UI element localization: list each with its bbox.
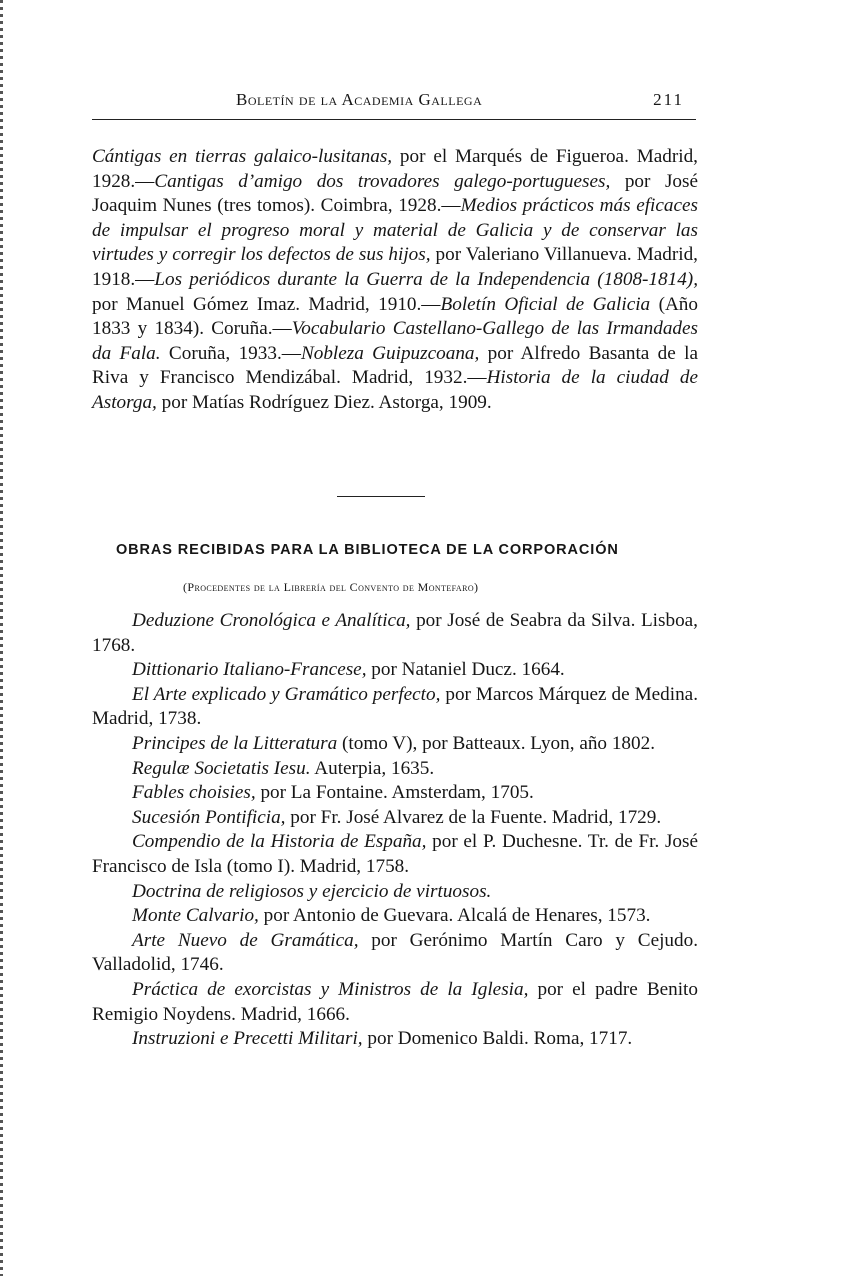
entry-title: Deduzione Cronológica e Analítica, [132,610,411,631]
entry-details: por Domenico Baldi. Roma, 1717. [362,1028,633,1050]
work-title: Vocabulario Castellano-Gallego de las Irmandades da Fala. [92,318,698,364]
section-subtitle: (Procedentes de la Librería del Convento de Montefaro) [183,580,479,594]
entry-details: Auterpia, 1635. [310,757,435,779]
list-item [92,880,698,905]
list-item [92,978,698,1027]
work-title: Historia de la ciudad de Astorga, [92,367,698,413]
header-title: Boletín de la Academia Gallega [236,90,483,109]
entry-title: Dittionario Italiano-Francese, [132,659,367,681]
list-item [92,781,698,806]
entry-title: Fables choisies, [132,782,256,804]
work-title: Nobleza Guipuzcoana, [300,342,480,364]
entry-title: Sucesión Pontificia, [132,806,286,828]
entry-title: Compendio de la Historia de España, [132,831,427,853]
work-details: por Manuel Gómez Imaz. Madrid, 1910.— [92,293,441,315]
running-header [92,90,696,120]
list-item [92,904,698,929]
work-title: Cántigas en tierras galaico-lusitanas, [92,146,393,167]
list-item [92,757,698,782]
work-details: por Valeriano Villanueva. Madrid, 1918.— [92,244,698,290]
entry-title: Monte Calvario, [132,905,259,927]
section-divider [337,496,425,497]
list-item [92,658,698,683]
entry-details: por La Fontaine. Amsterdam, 1705. [255,782,534,804]
entry-title: Arte Nuevo de Gramática, [132,929,359,951]
entry-details: por el P. Duchesne. Tr. de Fr. José Francisco de Isla (tomo I). Madrid, 1758. [92,831,698,877]
scan-binding-edge [0,0,3,1276]
work-title: Los periódicos durante la Guerra de la Independencia (1808-1814), [154,268,698,290]
entry-details: por Antonio de Guevara. Alcalá de Henares, 1573. [258,905,651,927]
entry-title: Principes de la Litteratura [132,732,338,754]
work-details: Coruña, 1933.— [160,342,301,364]
section-title: OBRAS RECIBIDAS PARA LA BIBLIOTECA DE LA CORPORACIÓN [116,542,619,558]
entry-details: por Fr. José Alvarez de la Fuente. Madrid, 1729. [285,806,662,828]
header-rule [92,119,696,120]
work-title: Medios prácticos más eficaces de impulsar el progreso moral y material de Galicia y de conservar las virtudes y corregir los defectos de sus hijos, [92,195,698,266]
entry-title: Práctica de exorcistas y Ministros de la Iglesia, [132,978,529,1000]
list-item [92,732,698,757]
bibliography-paragraph [92,145,698,416]
entry-title: Doctrina de religiosos y ejercicio de virtuosos. [132,880,492,902]
entry-title: Regulæ Societatis Iesu. [132,757,311,779]
work-details: (Año 1833 y 1834). Coruña.— [92,293,698,340]
list-item [92,609,698,658]
entry-details: por Nataniel Ducz. 1664. [366,659,565,681]
entry-details: por Marcos Márquez de Medina. Madrid, 1738. [92,683,698,730]
list-item [92,1027,698,1052]
work-details: por Matías Rodríguez Diez. Astorga, 1909. [156,391,492,413]
entry-title: Instruzioni e Precetti Militari, [132,1028,363,1050]
received-works-list [92,609,698,1052]
work-details: por el Marqués de Figueroa. Madrid, 1928.— [92,146,698,192]
entry-details: por José de Seabra da Silva. Lisboa, 1768. [92,610,698,656]
list-item [92,683,698,732]
work-title: Cantigas d’amigo dos trovadores galego-portugueses, [154,170,611,192]
list-item [92,929,698,978]
entry-details: por Gerónimo Martín Caro y Cejudo. Valladolid, 1746. [92,929,698,976]
intro-paragraph [92,145,698,416]
entry-title: El Arte explicado y Gramático perfecto, [132,683,441,705]
list-item [92,806,698,831]
entry-details: (tomo V), por Batteaux. Lyon, año 1802. [337,732,655,754]
list-item [92,830,698,879]
work-details: por José Joaquim Nunes (tres tomos). Coimbra, 1928.— [92,170,699,217]
work-details: por Alfredo Basanta de la Riva y Francisco Mendizábal. Madrid, 1932.— [92,342,698,389]
page-number: 211 [653,90,684,109]
work-title: Boletín Oficial de Galicia [440,293,651,315]
entry-details: por el padre Benito Remigio Noydens. Madrid, 1666. [92,978,698,1025]
